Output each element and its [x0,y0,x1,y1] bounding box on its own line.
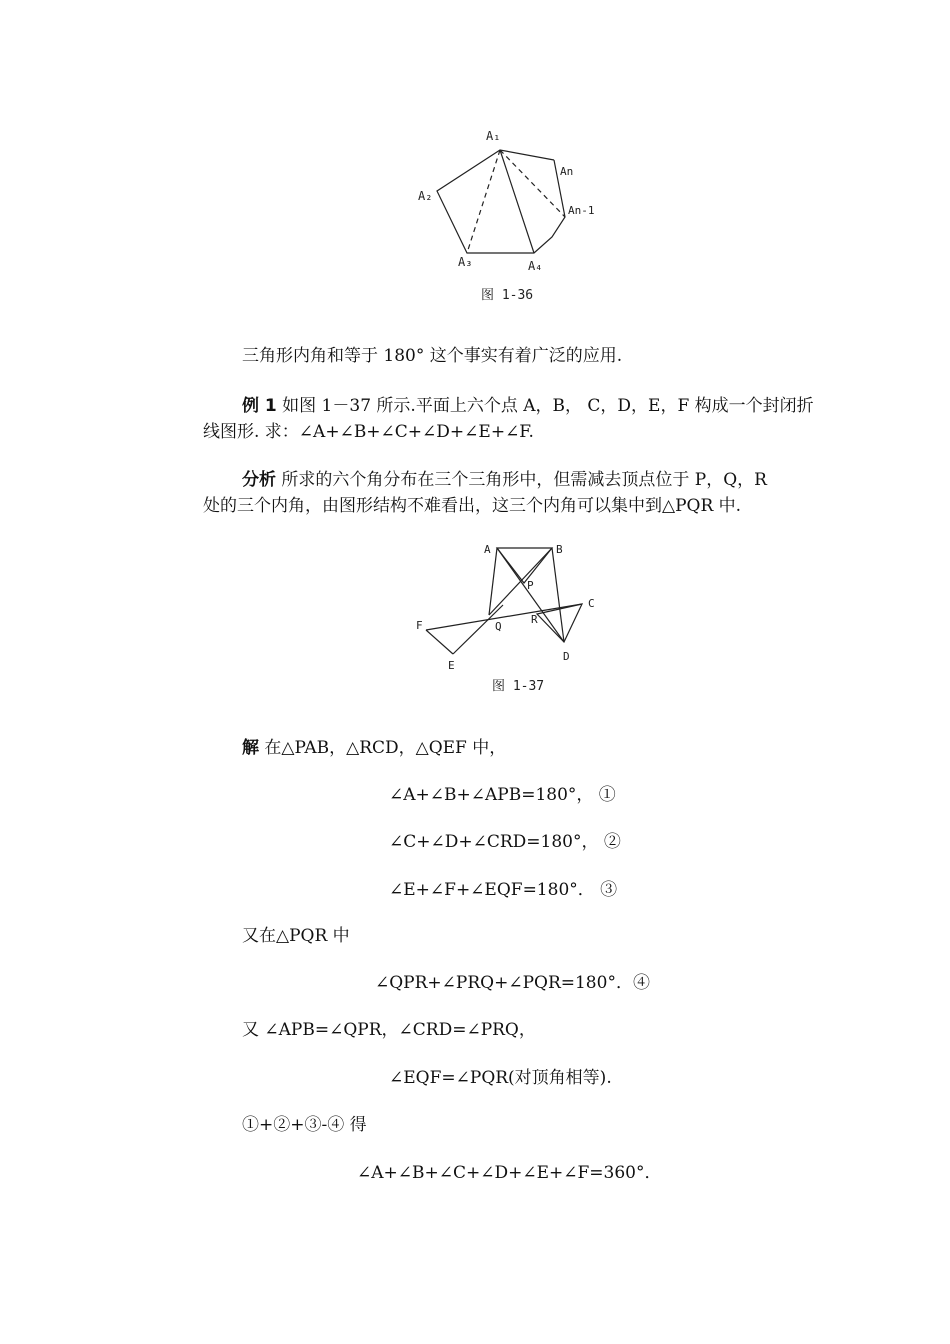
equation-3: ∠E+∠F+∠EQF=180°． ③ [389,880,618,900]
example-line-1 [242,396,814,416]
example-line-2: 线图形. 求：∠A+∠B+∠C+∠D+∠E+∠F. [203,422,534,442]
label-a2: A₂ [418,189,433,203]
figure-1-36 [400,120,620,280]
solution-label: 解 [242,738,259,758]
figure-1-36-caption: 图 1-36 [481,288,534,303]
polygon-closing-edge [500,150,534,253]
example-label: 例 1 [242,396,277,416]
segment-f-e [426,630,453,654]
figure-1-37-caption: 图 1-37 [492,679,545,694]
equation-2: ∠C+∠D+∠CRD=180°， ② [389,832,621,852]
label-e: E [448,659,455,672]
polygon-outline [437,150,565,253]
segment-b-p-extended [489,548,552,615]
analysis-text-1: 所求的六个角分布在三个三角形中，但需减去顶点位于 P，Q，R [281,470,767,490]
combine-text: ①+②+③-④ 得 [242,1115,367,1135]
diagonal-a1-a3 [467,150,500,253]
example-text-1: 如图 1－37 所示.平面上六个点 A，B， C，D，E，F 构成一个封闭折 [282,396,814,416]
label-b: B [556,543,563,556]
equation-1: ∠A+∠B+∠APB=180°， ① [389,785,616,805]
equation-4: ∠QPR+∠PRQ+∠PQR=180°．④ [375,973,650,993]
figure-1-37 [400,535,620,675]
label-a: A [484,543,491,556]
analysis-label: 分析 [242,470,276,490]
analysis-line-2: 处的三个内角，由图形结构不难看出，这三个内角可以集中到△PQR 中. [203,496,742,516]
solution-intro: 在△PAB，△RCD，△QEF 中， [264,738,507,758]
label-r: R [531,613,538,626]
label-a1: A₁ [486,129,501,143]
label-p: P [527,579,534,592]
label-a3: A₃ [458,255,473,269]
analysis-line-1 [242,470,767,490]
solution-intro-line [242,738,506,758]
angle-equalities: 又 ∠APB=∠QPR，∠CRD=∠PRQ， [242,1020,536,1040]
final-result: ∠A+∠B+∠C+∠D+∠E+∠F=360°． [357,1163,662,1183]
label-q: Q [495,620,502,633]
segment-f-c [426,604,582,630]
label-c: C [588,597,595,610]
label-f: F [416,619,423,632]
vertical-angles: ∠EQF=∠PQR(对顶角相等). [389,1068,612,1088]
label-a4: A₄ [528,259,543,273]
label-an: An [560,165,574,178]
segment-a-to-q [489,548,497,615]
label-d: D [563,650,570,663]
label-an-1: An-1 [568,204,595,217]
intro-text: 三角形内角和等于 180° 这个事实有着广泛的应用. [242,346,623,366]
in-pqr-text: 又在△PQR 中 [242,926,350,946]
diagonal-a1-a-n-minus-1 [500,150,565,217]
